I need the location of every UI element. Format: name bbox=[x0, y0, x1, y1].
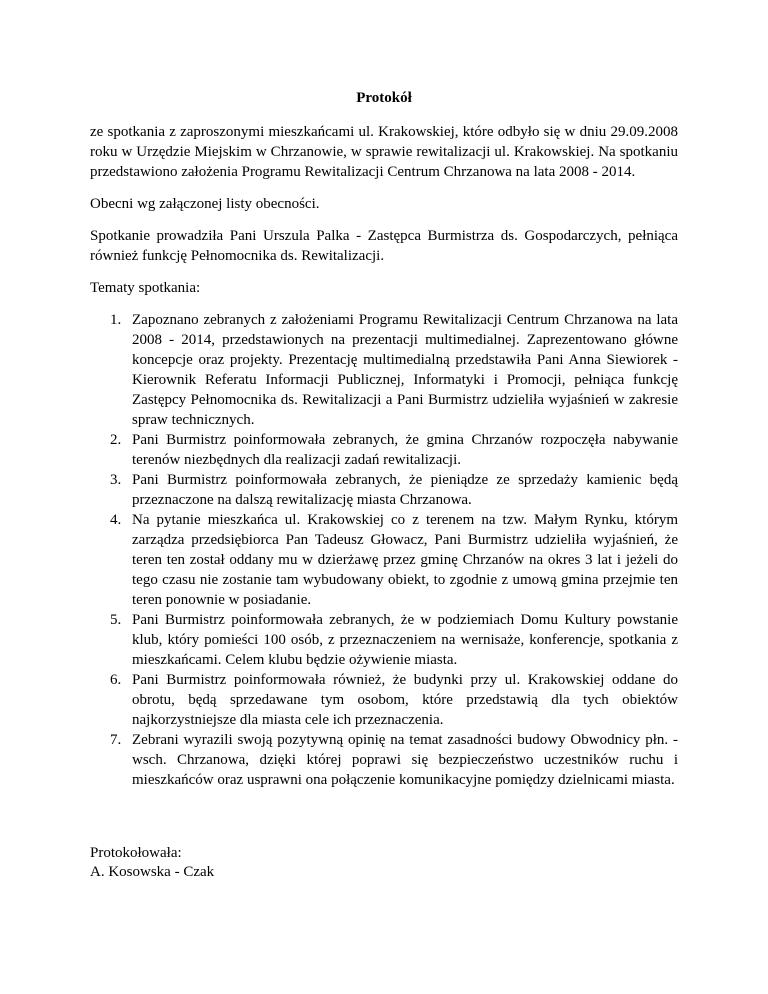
topic-text: Zapoznano zebranych z założeniami Programu Rewitalizacji Centrum Chrzanowa na lata 2008 - 2014, przedstawionych na prezentacji multimedialnej. Zaprezentowano główne koncepcje oraz projekty. Prezentację multimedialną przedstawiła Pani Anna Siewiorek - Kierownik Referatu Informacji Publicznej, Informatyki i Promocji, pełniąca funkcję Zastępcy Pełnomocnika ds. Rewitalizacji a Pani Burmistrz udzieliła wyjaśnień w zakresie spraw technicznych. bbox=[132, 312, 678, 428]
topic-number: 1. bbox=[110, 312, 122, 328]
topic-number: 6. bbox=[110, 672, 122, 688]
topic-number: 2. bbox=[110, 432, 122, 448]
topic-number: 5. bbox=[110, 612, 122, 628]
topic-text: Na pytanie mieszkańca ul. Krakowskiej co z terenem na tzw. Małym Rynku, którym zarządza przedsiębiorca Pan Tadeusz Głowacz, Pani Burmistrz udzieliła wyjaśnień, że teren ten został oddany mu w dzierżawę przez gminę Chrzanów na okres 3 lat i jeżeli do tego czasu nie zostanie tam wybudowany obiekt, to zgodnie z umową gmina przejmie ten teren ponownie w posiadanie. bbox=[132, 512, 678, 608]
signature-name: A. Kosowska - Czak bbox=[90, 864, 215, 880]
topic-text: Pani Burmistrz poinformowała zebranych, że w podziemiach Domu Kultury powstanie klub, który pomieści 100 osób, z przeznaczeniem na wernisaże, konferencje, spotkania z mieszkańcami. Celem klubu będzie ożywienie miasta. bbox=[132, 612, 678, 668]
topic-item bbox=[110, 430, 678, 470]
topic-text: Pani Burmistrz poinformowała zebranych, że pieniądze ze sprzedaży kamienic będą przeznaczone na dalszą rewitalizację miasta Chrzanowa. bbox=[132, 472, 678, 508]
topic-item bbox=[110, 730, 678, 790]
document-title: Protokół bbox=[356, 90, 412, 106]
topics-heading: Tematy spotkania: bbox=[90, 280, 201, 296]
topic-item bbox=[110, 470, 678, 510]
topic-number: 4. bbox=[110, 512, 122, 528]
signature-label: Protokołowała: bbox=[90, 845, 182, 861]
attendance-paragraph: Obecni wg załączonej listy obecności. bbox=[90, 196, 320, 212]
topic-item bbox=[110, 610, 678, 670]
topic-number: 7. bbox=[110, 732, 122, 748]
topic-number: 3. bbox=[110, 472, 122, 488]
topic-item bbox=[110, 310, 678, 430]
intro-paragraph: ze spotkania z zaproszonymi mieszkańcami ul. Krakowskiej, które odbyło się w dniu 29.09.2008 roku w Urzędzie Miejskim w Chrzanowie, w sprawie rewitalizacji ul. Krakowskiej. Na spotkaniu przedstawiono założenia Programu Rewitalizacji Centrum Chrzanowa na lata 2008 - 2014. bbox=[90, 124, 678, 180]
topic-item bbox=[110, 670, 678, 730]
topic-text: Pani Burmistrz poinformowała zebranych, że gmina Chrzanów rozpoczęła nabywanie terenów niezbędnych dla realizacji zadań rewitalizacji. bbox=[132, 432, 678, 468]
signature-block bbox=[90, 844, 678, 882]
topic-text: Zebrani wyrazili swoją pozytywną opinię na temat zasadności budowy Obwodnicy płn. - wsch. Chrzanowa, dzięki której poprawi się bezpieczeństwo uczestników ruchu i mieszkańców oraz usprawni ona połączenie komunikacyjne pomiędzy dzielnicami miasta. bbox=[132, 732, 678, 788]
topic-item bbox=[110, 510, 678, 610]
chair-paragraph: Spotkanie prowadziła Pani Urszula Palka - Zastępca Burmistrza ds. Gospodarczych, pełniąca również funkcję Pełnomocnika ds. Rewitalizacji. bbox=[90, 228, 678, 264]
topics-list bbox=[90, 310, 678, 790]
document-page bbox=[90, 88, 678, 882]
topic-text: Pani Burmistrz poinformowała również, że budynki przy ul. Krakowskiej oddane do obrotu, będą sprzedawane tym osobom, które przedstawią dla tych obiektów najkorzystniejsze dla miasta cele ich przeznaczenia. bbox=[132, 672, 678, 728]
